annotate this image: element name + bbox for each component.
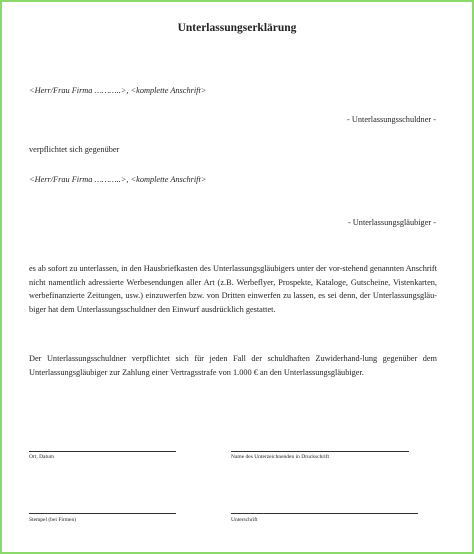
name-print-line: [231, 451, 409, 452]
signature-line: [231, 513, 418, 514]
penalty-paragraph: Der Unterlassungsschuldner verpflichtet sich für jeden Fall der schuldhaften Zuwiderhand-lung gegenüber dem Unterlassungsgläubiger zur Zahlung einer Vertragsstrafe von 1.000 € an den Unterlassungsgläubiger.: [29, 354, 437, 377]
signature-label: Unterschrift: [231, 517, 258, 523]
obligation-paragraph: es ab sofort zu unterlassen, in den Hausbriefkasten des Unterlassungsgläubigers unter der vor-stehend genannten Anschrift nicht namentlich adressierte Werbesendungen aller Art (z.B. Werbeflyer, Prospekte, Kataloge, Gutscheine, Vistenkarten, werbefinanzierte Zeitungen, usw.) einzuwerfen bzw. von Dritten einwerfen zu lassen, es sei denn, der Unterlassungsgläu-biger hat dem Unterlassungsschuldner den Einwurf ausdrücklich gestattet.: [29, 264, 437, 314]
place-date-label: Ort, Datum: [29, 454, 55, 460]
debtor-label: - Unterlassungsschuldner -: [347, 115, 436, 124]
place-date-line: [29, 451, 176, 452]
document-title: Unterlassungserklärung: [177, 22, 297, 34]
creditor-placeholder: <Herr/Frau Firma ………..>, <komplette Anschrift>: [29, 175, 207, 184]
commits-text: verpflichtet sich gegenüber: [29, 145, 120, 154]
name-print-label: Name des Unterzeichnenden in Druckschrift: [231, 454, 330, 460]
creditor-label: - Unterlassungsgläubiger -: [347, 218, 436, 227]
stamp-label: Stempel (bei Firmen): [29, 517, 77, 523]
stamp-line: [29, 513, 176, 514]
sender-placeholder: <Herr/Frau Firma ………..>, <komplette Anschrift>: [29, 86, 207, 95]
